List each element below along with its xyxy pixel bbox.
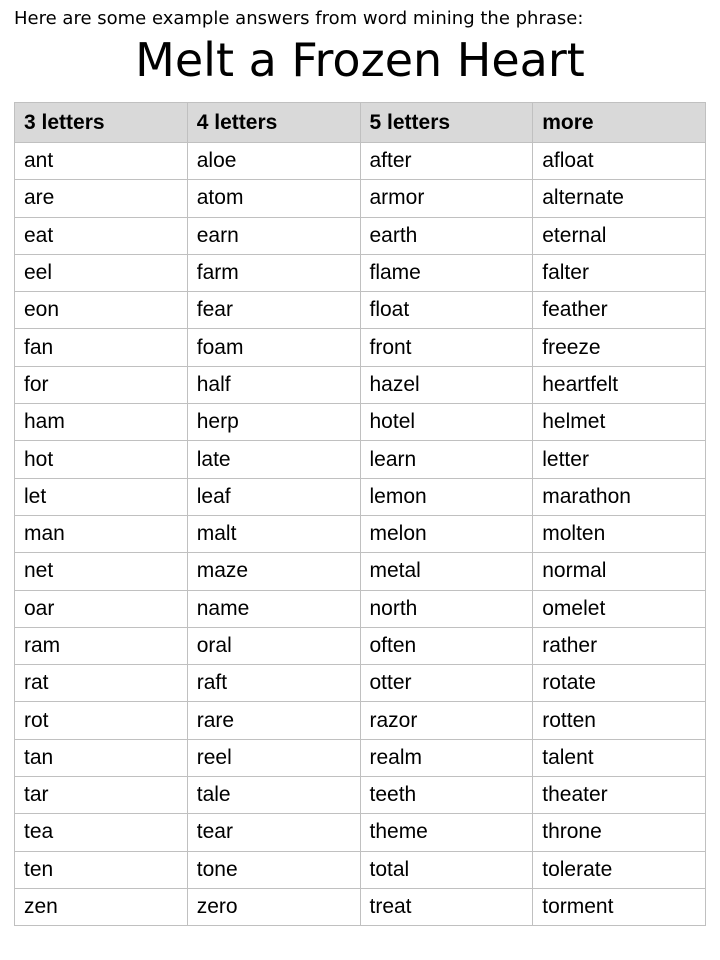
table-cell: rotate	[533, 665, 706, 702]
table-cell: half	[187, 366, 360, 403]
table-cell: oar	[15, 590, 188, 627]
table-cell: often	[360, 627, 533, 664]
table-cell: foam	[187, 329, 360, 366]
table-cell: rare	[187, 702, 360, 739]
table-cell: torment	[533, 888, 706, 925]
table-cell: man	[15, 515, 188, 552]
word-table	[14, 102, 706, 926]
table-cell: melon	[360, 515, 533, 552]
table-cell: aloe	[187, 143, 360, 180]
table-cell: eternal	[533, 217, 706, 254]
table-cell: eon	[15, 292, 188, 329]
table-row	[15, 180, 706, 217]
table-cell: front	[360, 329, 533, 366]
table-row	[15, 366, 706, 403]
header-more: more	[533, 103, 706, 143]
table-row	[15, 254, 706, 291]
table-cell: learn	[360, 441, 533, 478]
table-cell: leaf	[187, 478, 360, 515]
table-cell: earn	[187, 217, 360, 254]
table-row	[15, 478, 706, 515]
table-cell: omelet	[533, 590, 706, 627]
table-row	[15, 888, 706, 925]
table-cell: ant	[15, 143, 188, 180]
table-cell: realm	[360, 739, 533, 776]
intro-text: Here are some example answers from word mining the phrase:	[14, 8, 584, 29]
page-title: Melt a Frozen Heart	[135, 33, 585, 87]
table-cell: feather	[533, 292, 706, 329]
table-cell: talent	[533, 739, 706, 776]
table-row	[15, 814, 706, 851]
table-cell: normal	[533, 553, 706, 590]
table-cell: zen	[15, 888, 188, 925]
table-cell: alternate	[533, 180, 706, 217]
table-row	[15, 143, 706, 180]
table-cell: eel	[15, 254, 188, 291]
table-row	[15, 739, 706, 776]
table-cell: rot	[15, 702, 188, 739]
table-row	[15, 590, 706, 627]
table-cell: total	[360, 851, 533, 888]
table-cell: farm	[187, 254, 360, 291]
table-cell: oral	[187, 627, 360, 664]
table-cell: for	[15, 366, 188, 403]
table-cell: helmet	[533, 404, 706, 441]
table-cell: flame	[360, 254, 533, 291]
table-row	[15, 217, 706, 254]
table-cell: fear	[187, 292, 360, 329]
table-cell: hot	[15, 441, 188, 478]
table-cell: theme	[360, 814, 533, 851]
table-cell: raft	[187, 665, 360, 702]
table-cell: hotel	[360, 404, 533, 441]
table-cell: rather	[533, 627, 706, 664]
table-row	[15, 441, 706, 478]
table-cell: metal	[360, 553, 533, 590]
table-cell: throne	[533, 814, 706, 851]
table-cell: tone	[187, 851, 360, 888]
table-row	[15, 851, 706, 888]
header-3-letters: 3 letters	[15, 103, 188, 143]
table-cell: otter	[360, 665, 533, 702]
table-cell: rotten	[533, 702, 706, 739]
table-cell: tea	[15, 814, 188, 851]
table-cell: tolerate	[533, 851, 706, 888]
table-row	[15, 665, 706, 702]
table-cell: after	[360, 143, 533, 180]
table-cell: eat	[15, 217, 188, 254]
table-cell: atom	[187, 180, 360, 217]
word-rows	[15, 143, 706, 926]
table-cell: molten	[533, 515, 706, 552]
table-cell: marathon	[533, 478, 706, 515]
table-cell: net	[15, 553, 188, 590]
table-cell: tan	[15, 739, 188, 776]
table-row	[15, 292, 706, 329]
table-cell: name	[187, 590, 360, 627]
table-cell: heartfelt	[533, 366, 706, 403]
table-cell: theater	[533, 777, 706, 814]
table-cell: float	[360, 292, 533, 329]
table-cell: razor	[360, 702, 533, 739]
table-cell: are	[15, 180, 188, 217]
table-cell: let	[15, 478, 188, 515]
table-cell: ram	[15, 627, 188, 664]
table-cell: letter	[533, 441, 706, 478]
table-row	[15, 404, 706, 441]
table-row	[15, 553, 706, 590]
table-cell: lemon	[360, 478, 533, 515]
table-cell: ham	[15, 404, 188, 441]
table-cell: herp	[187, 404, 360, 441]
table-cell: falter	[533, 254, 706, 291]
table-row	[15, 329, 706, 366]
table-cell: treat	[360, 888, 533, 925]
table-cell: teeth	[360, 777, 533, 814]
table-row	[15, 515, 706, 552]
table-cell: tear	[187, 814, 360, 851]
table-cell: reel	[187, 739, 360, 776]
table-cell: earth	[360, 217, 533, 254]
table-cell: hazel	[360, 366, 533, 403]
header-4-letters: 4 letters	[187, 103, 360, 143]
table-cell: north	[360, 590, 533, 627]
table-row	[15, 777, 706, 814]
header-5-letters: 5 letters	[360, 103, 533, 143]
table-cell: ten	[15, 851, 188, 888]
table-cell: malt	[187, 515, 360, 552]
table-row	[15, 627, 706, 664]
table-cell: zero	[187, 888, 360, 925]
table-cell: rat	[15, 665, 188, 702]
table-cell: afloat	[533, 143, 706, 180]
table-row	[15, 702, 706, 739]
table-cell: late	[187, 441, 360, 478]
table-cell: freeze	[533, 329, 706, 366]
header-row	[15, 103, 706, 143]
table-cell: maze	[187, 553, 360, 590]
table-cell: tale	[187, 777, 360, 814]
table-cell: tar	[15, 777, 188, 814]
table-cell: armor	[360, 180, 533, 217]
table-cell: fan	[15, 329, 188, 366]
